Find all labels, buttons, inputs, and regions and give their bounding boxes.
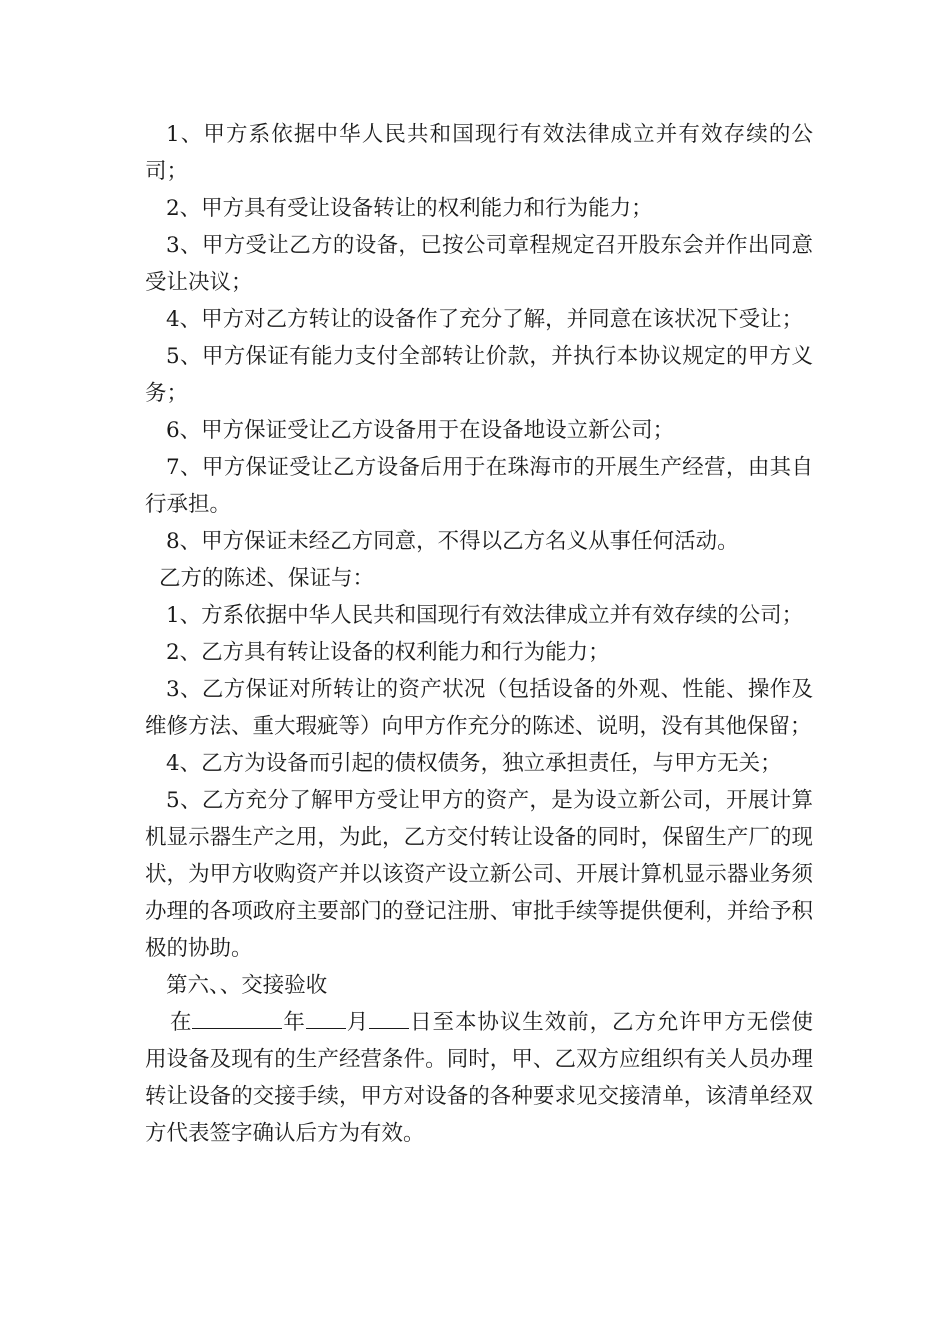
day-blank — [369, 1007, 409, 1029]
document-page — [145, 116, 813, 1152]
month-blank — [306, 1007, 346, 1029]
paragraph-a3: 3、甲方受让乙方的设备，已按公司章程规定召开股东会并作出同意受让决议； — [145, 233, 813, 295]
paragraph-a6: 6、甲方保证受让乙方设备用于在设备地设立新公司； — [166, 418, 675, 443]
month-label: 月 — [345, 1010, 370, 1035]
handover-prefix: 在 — [170, 1010, 193, 1035]
paragraph-b4: 4、乙方为设备而引起的债权债务，独立承担责任，与甲方无关； — [166, 751, 782, 776]
paragraph-b2: 2、乙方具有转让设备的权利能力和行为能力； — [166, 640, 610, 665]
paragraph-a8: 8、甲方保证未经乙方同意，不得以乙方名义从事任何活动。 — [166, 529, 739, 554]
paragraph-a2: 2、甲方具有受让设备转让的权利能力和行为能力； — [166, 196, 653, 221]
year-label: 年 — [282, 1010, 306, 1035]
paragraph-b3: 3、乙方保证对所转让的资产状况（包括设备的外观、性能、操作及维修方法、重大瑕疵等）向甲方作充分的陈述、说明，没有其他保留； — [145, 677, 813, 739]
paragraph-a1: 1、甲方系依据中华人民共和国现行有效法律成立并有效存续的公司； — [145, 122, 813, 184]
paragraph-handover — [145, 1004, 813, 1152]
paragraph-a5: 5、甲方保证有能力支付全部转让价款，并执行本协议规定的甲方义务； — [145, 344, 813, 406]
paragraph-a7: 7、甲方保证受让乙方设备后用于在珠海市的开展生产经营，由其自行承担。 — [145, 455, 813, 517]
paragraph-b1: 1、方系依据中华人民共和国现行有效法律成立并有效存续的公司； — [166, 603, 804, 628]
handover-text: 日至本协议生效前，乙方允许甲方无偿使用设备及现有的生产经营条件。同时，甲、乙双方应组织有关人员办理转让设备的交接手续，甲方对设备的各种要求见交接清单，该清单经双方代表签字确认后方为有效。 — [145, 1010, 813, 1146]
section-heading-6: 第六、、交接验收 — [166, 973, 328, 998]
paragraph-a4: 4、甲方对乙方转让的设备作了充分了解，并同意在该状况下受让； — [166, 307, 804, 332]
section-heading-b: 乙方的陈述、保证与： — [159, 566, 375, 591]
year-blank — [192, 1007, 282, 1029]
paragraph-b5: 5、乙方充分了解甲方受让甲方的资产，是为设立新公司，开展计算机显示器生产之用，为此，乙方交付转让设备的同时，保留生产厂的现状，为甲方收购资产并以该资产设立新公司、开展计算机显示器业务须办理的各项政府主要部门的登记注册、审批手续等提供便利，并给予积极的协助。 — [145, 788, 813, 961]
